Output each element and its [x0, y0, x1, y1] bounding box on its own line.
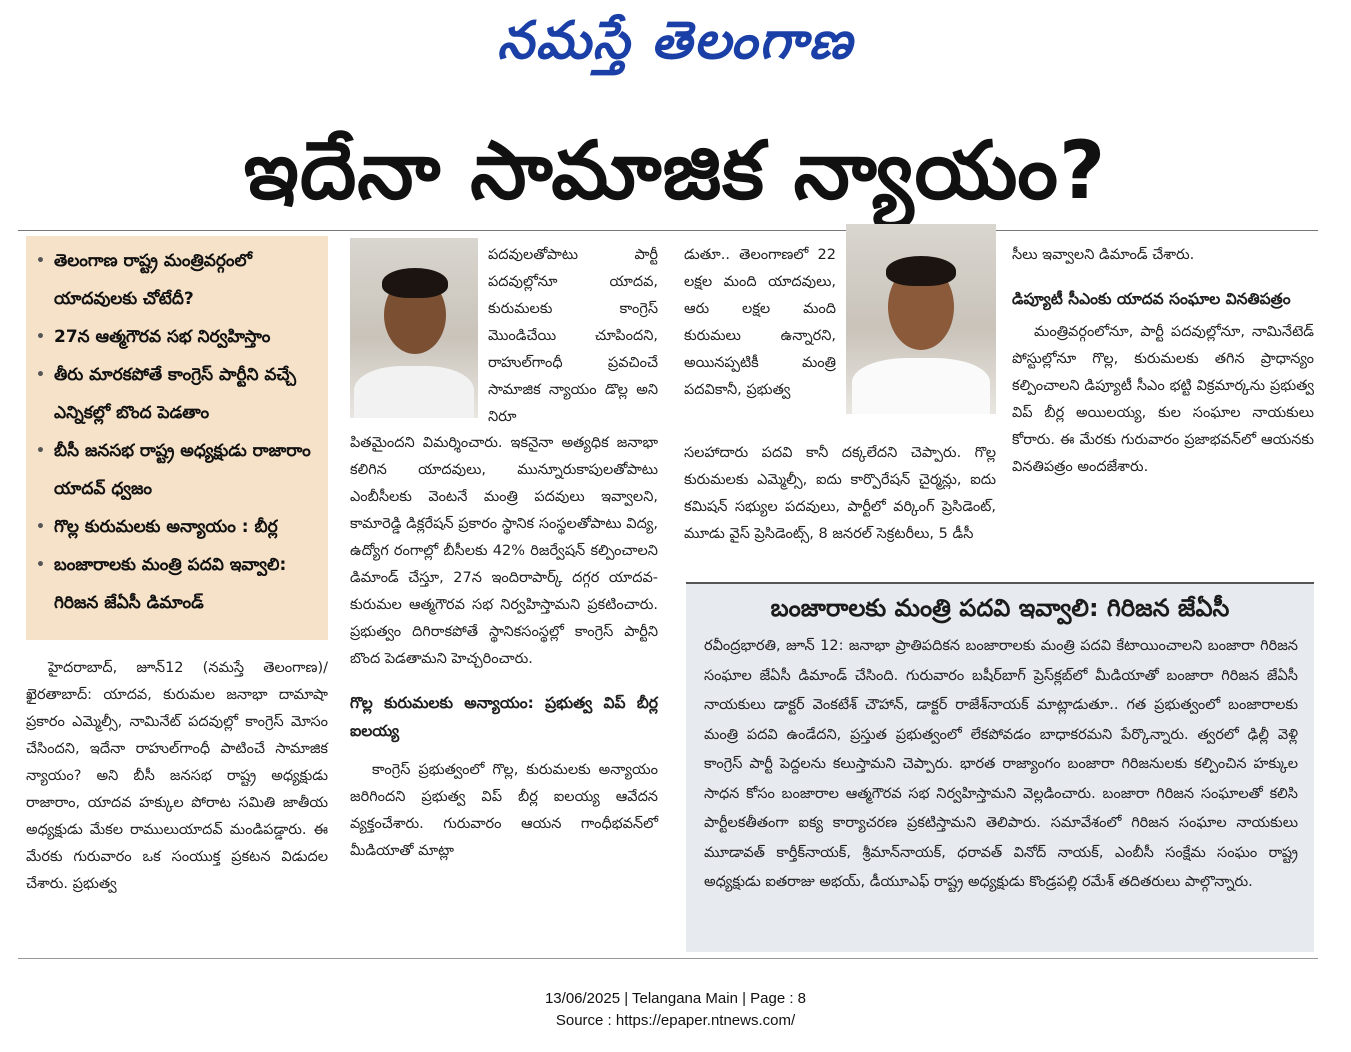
- page-bottom-rule: [18, 958, 1318, 959]
- headline-rule: [18, 230, 1318, 231]
- boxed-story-body: రవీంద్రభారతి, జూన్ 12: జనాభా ప్రాతిపదికన బంజారాలకు మంత్రి పదవి కేటాయించాలని బంజారా గిరిజన సంఘాల జేఏసీ డిమాండ్ చేసింది. గురువారం బషీర్‌బాగ్ ప్రెస్‌క్లబ్‌లో మీడియాతో బంజారా గిరిజన జేఏసీ నాయకులు డాక్టర్ వెంకటేశ్ చౌహాన్, డాక్టర్ రాజేశ్‌నాయక్ మాట్లాడుతూ.. గత ప్రభుత్వంలో బంజారాలకు మంత్రి పదవి ఉండేదని, ప్రస్తుత ప్రభుత్వంలో లేకపోవడం బాధాకరమని పేర్కొన్నారు. త్వరలో ఢిల్లీ వెళ్లి కాంగ్రెస్ పార్టీ పెద్దలను కలుస్తామని చెప్పారు. భారత రాజ్యాంగం బంజారా గిరిజనులకు కల్పించిన హక్కుల సాధన కోసం బంజారాల ఆత్మగౌరవ సభ నిర్వహిస్తామని వెల్లడించారు. బంజారా గిరిజన సంఘాలతో కలిసి పార్టీలకతీతంగా ఐక్య కార్యాచరణ ప్రకటిస్తామని తెలిపారు. సమావేశంలో గిరిజన సంఘాల నాయకులు మూడావత్ కార్తీక్‌నాయక్, శ్రీమాన్‌నాయక్, ధరావత్ వినోద్ నాయక్, ఎంబీసీ సంక్షేమ సంఘం రాష్ట్ర అధ్యక్షుడు ఐతరాజు అభయ్, డీయూఎఫ్ రాష్ట్ర అధ్యక్షుడు కొండ్రపల్లి రమేశ్ తదితరులు పాల్గొన్నారు.: [704, 638, 1298, 890]
- article-column-1: [26, 655, 328, 898]
- bullet-icon: •: [36, 557, 45, 573]
- highlight-text: తీరు మారకపోతే కాంగ్రెస్ పార్టీని వచ్చే ఎన్నికల్లో బొంద పెడతాం: [54, 365, 297, 423]
- article-paragraph: పదవులతోపాటు పార్టీ పదవుల్లోనూ యాదవ, కురుమలకు కాంగ్రెస్ మొండిచేయి చూపిందని, రాహుల్‌గాంధీ ప్రవచించే సామాజిక న్యాయం డొల్ల అని నిరూ: [488, 247, 658, 425]
- bullet-icon: •: [36, 253, 45, 269]
- highlight-item: [36, 356, 320, 432]
- highlight-text: 27న ఆత్మగౌరవ సభ నిర్వహిస్తాం: [54, 327, 271, 347]
- bullet-icon: •: [36, 329, 45, 345]
- headline: ఇదేనా సామాజిక న్యాయం?: [243, 124, 1107, 217]
- article-paragraph: సలహాదారు పదవి కానీ దక్కలేదని చెప్పారు. గొల్ల కురుమలకు ఎమ్మెల్సీ, ఐదు కార్పొరేషన్ చైర్మన్లు, ఐదు కమిషన్ సభ్యుల పదవులు, పార్టీలో వర్కింగ్ ప్రెసిడెంట్, మూడు వైస్ ప్రెసిడెంట్స్, 8 జనరల్ సెక్రటరీలు, 5 డీసీ: [684, 445, 996, 542]
- footer-source: Source : https://epaper.ntnews.com/: [555, 1012, 796, 1029]
- article-column-2-top: [488, 242, 658, 431]
- highlight-text: బీసీ జనసభ రాష్ట్ర అధ్యక్షుడు రాజారాం యాదవ్ ధ్వజం: [54, 441, 311, 499]
- article-column-3: [684, 440, 996, 548]
- highlight-item: [36, 432, 320, 508]
- bullet-icon: •: [36, 519, 45, 535]
- masthead: నమస్తే తెలంగాణ: [497, 11, 854, 71]
- subheading: గొల్ల కురుమలకు అన్యాయం: ప్రభుత్వ విప్ బీర్ల ఐలయ్య: [350, 694, 658, 740]
- subheading: డిప్యూటీ సీఎంకు యాదవ సంఘాల వినతిపత్రం: [1012, 290, 1291, 308]
- article-paragraph: హైదరాబాద్, జూన్12 (నమస్తే తెలంగాణ)/ఖైరతాబాద్: యాదవ, కురుమల జనాభా దామాషా ప్రకారం ఎమ్మెల్సీ, నామినేట్ పదవుల్లో కాంగ్రెస్ మోసం చేసిందని, ఇదేనా రాహుల్‌గాంధీ పాటించే సామాజిక న్యాయం? అని బీసీ జనసభ రాష్ట్ర అధ్యక్షుడు రాజారాం, యాదవ హక్కుల పోరాట సమితి జాతీయ అధ్యక్షుడు మేకల రాములుయాదవ్ మండిపడ్డారు. ఈ మేరకు గురువారం ఒక సంయుక్త ప్రకటన విడుదల చేశారు. ప్రభుత్వ: [26, 660, 328, 892]
- highlight-text: తెలంగాణ రాష్ట్ర మంత్రివర్గంలో యాదవులకు చోటేదీ?: [54, 251, 253, 309]
- highlight-item: [36, 508, 320, 546]
- bullet-icon: •: [36, 367, 45, 383]
- highlight-item: [36, 318, 320, 356]
- highlight-text: గొల్ల కురుమలకు అన్యాయం : బీర్ల: [54, 517, 278, 537]
- highlights-box: [26, 236, 328, 640]
- highlight-item: [36, 242, 320, 318]
- article-paragraph: కాంగ్రెస్ ప్రభుత్వంలో గొల్ల, కురుమలకు అన్యాయం జరిగిందని ప్రభుత్వ విప్ బీర్ల ఐలయ్య ఆవేదన వ్యక్తంచేశారు. గురువారం ఆయన గాంధీభవన్‌లో మీడియాతో మాట్లా: [350, 762, 658, 859]
- article-paragraph: పితమైందని విమర్శించారు. ఇకనైనా అత్యధిక జనాభా కలిగిన యాదవులు, మున్నూరుకాపులతోపాటు ఎంబీసీలకు వెంటనే మంత్రి పదవులు ఇవ్వాలని, కామారెడ్డి డిక్లరేషన్ ప్రకారం స్థానిక సంస్థలతోపాటు విద్య, ఉద్యోగ రంగాల్లో బీసీలకు 42% రిజర్వేషన్ కల్పించాలని డిమాండ్ చేస్తూ, 27న ఇందిరాపార్క్ దగ్గర యాదవ-కురుమల ఆత్మగౌరవ సభ నిర్వహిస్తామని ప్రకటించారు. ప్రభుత్వం దిగిరాకపోతే స్థానికసంస్థల్లో కాంగ్రెస్ పార్టీని బొంద పెడతామని హెచ్చరించారు.: [350, 435, 658, 667]
- article-column-2: [350, 430, 658, 865]
- portrait-photo-right: [846, 224, 996, 414]
- highlight-item: [36, 546, 320, 622]
- article-column-4: [1012, 242, 1314, 481]
- article-column-3-top: [684, 242, 836, 404]
- highlight-text: బంజారాలకు మంత్రి పదవి ఇవ్వాలి: గిరిజన జేఏసీ డిమాండ్: [54, 555, 287, 613]
- article-paragraph: మంత్రివర్గంలోనూ, పార్టీ పదవుల్లోనూ, నామినేటెడ్ పోస్టుల్లోనూ గొల్ల, కురుమలకు తగిన ప్రాధాన్యం కల్పించాలని డిప్యూటీ సీఎం భట్టి విక్రమార్కను ప్రభుత్వ విప్ బీర్ల అయిలయ్య, కుల సంఘాల నాయకులు కోరారు. ఈ మేరకు గురువారం ప్రజాభవన్‌లో ఆయనకు వినతిపత్రం అందజేశారు.: [1012, 324, 1314, 475]
- footer-info: 13/06/2025 | Telangana Main | Page : 8: [544, 990, 807, 1007]
- article-paragraph: డుతూ.. తెలంగాణలో 22 లక్షల మంది యాదవులు, ఆరు లక్షల మంది కురుమలు ఉన్నారని, అయినప్పటికీ మంత్రి పదవికానీ, ప్రభుత్వ: [684, 247, 836, 398]
- bullet-icon: •: [36, 443, 45, 459]
- boxed-story-title: బంజారాలకు మంత్రి పదవి ఇవ్వాలి: గిరిజన జేఏసీ: [770, 594, 1230, 622]
- article-paragraph: సీలు ఇవ్వాలని డిమాండ్ చేశారు.: [1012, 247, 1195, 263]
- boxed-story: [686, 582, 1314, 952]
- portrait-photo-left: [350, 238, 478, 418]
